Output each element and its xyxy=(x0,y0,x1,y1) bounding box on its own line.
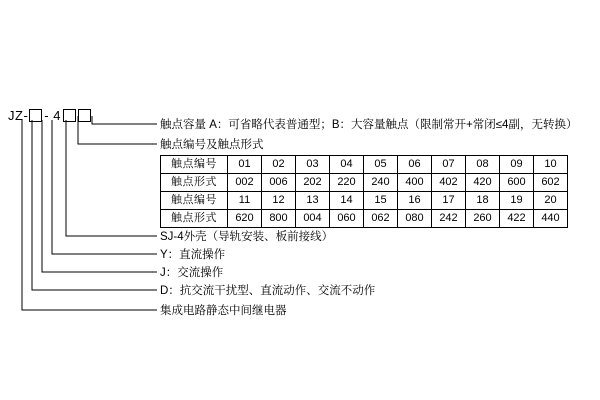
table-cell: 600 xyxy=(500,174,534,192)
table-cell: 240 xyxy=(364,174,398,192)
table-cell: 08 xyxy=(466,156,500,174)
table-cell: 15 xyxy=(364,192,398,210)
table-cell: 006 xyxy=(262,174,296,192)
table-cell: 06 xyxy=(398,156,432,174)
desc-j-ac: J：交流操作 xyxy=(160,267,224,279)
desc-product: 集成电路静态中间继电器 xyxy=(160,305,287,317)
table-cell: 19 xyxy=(500,192,534,210)
table-cell: 400 xyxy=(398,174,432,192)
table-cell: 402 xyxy=(432,174,466,192)
table-cell: 09 xyxy=(500,156,534,174)
desc-contact-capacity: 触点容量 A：可省略代表普通型；B：大容量触点（限制常开+常闭≤4副，无转换） xyxy=(160,119,578,131)
contact-table xyxy=(160,155,568,228)
table-cell: 060 xyxy=(330,210,364,228)
model-code-box-1 xyxy=(29,109,42,122)
table-row-label: 触点编号 xyxy=(161,192,228,210)
table-cell: 12 xyxy=(262,192,296,210)
model-code-separator: - 4 xyxy=(44,108,61,123)
table-cell: 800 xyxy=(262,210,296,228)
table-cell: 422 xyxy=(500,210,534,228)
table-cell: 17 xyxy=(432,192,466,210)
model-code-prefix: JZ- xyxy=(8,108,29,123)
table-cell: 16 xyxy=(398,192,432,210)
contact-table-body xyxy=(161,156,568,228)
table-cell: 062 xyxy=(364,210,398,228)
table-cell: 13 xyxy=(296,192,330,210)
table-cell: 14 xyxy=(330,192,364,210)
table-row xyxy=(161,174,568,192)
desc-y-dc: Y：直流操作 xyxy=(160,249,226,261)
table-cell: 10 xyxy=(534,156,568,174)
table-row-label: 触点编号 xyxy=(161,156,228,174)
table-cell: 01 xyxy=(228,156,262,174)
table-cell: 07 xyxy=(432,156,466,174)
table-cell: 202 xyxy=(296,174,330,192)
model-code-box-2 xyxy=(63,109,76,122)
table-row xyxy=(161,192,568,210)
desc-shell: SJ-4外壳（导轨安装、板前接线） xyxy=(160,231,334,243)
model-code-box-3 xyxy=(78,109,91,122)
table-cell: 03 xyxy=(296,156,330,174)
table-row xyxy=(161,156,568,174)
table-cell: 080 xyxy=(398,210,432,228)
table-cell: 11 xyxy=(228,192,262,210)
table-cell: 620 xyxy=(228,210,262,228)
desc-contact-number-form: 触点编号及触点形式 xyxy=(160,139,264,151)
table-row xyxy=(161,210,568,228)
table-cell: 440 xyxy=(534,210,568,228)
table-cell: 004 xyxy=(296,210,330,228)
table-row-label: 触点形式 xyxy=(161,210,228,228)
table-cell: 02 xyxy=(262,156,296,174)
table-cell: 002 xyxy=(228,174,262,192)
table-cell: 260 xyxy=(466,210,500,228)
table-cell: 20 xyxy=(534,192,568,210)
table-cell: 04 xyxy=(330,156,364,174)
table-row-label: 触点形式 xyxy=(161,174,228,192)
table-cell: 220 xyxy=(330,174,364,192)
table-cell: 05 xyxy=(364,156,398,174)
model-code xyxy=(8,108,92,124)
table-cell: 602 xyxy=(534,174,568,192)
table-cell: 18 xyxy=(466,192,500,210)
table-cell: 420 xyxy=(466,174,500,192)
desc-d-anti: D：抗交流干扰型、直流动作、交流不动作 xyxy=(160,285,376,297)
table-cell: 242 xyxy=(432,210,466,228)
